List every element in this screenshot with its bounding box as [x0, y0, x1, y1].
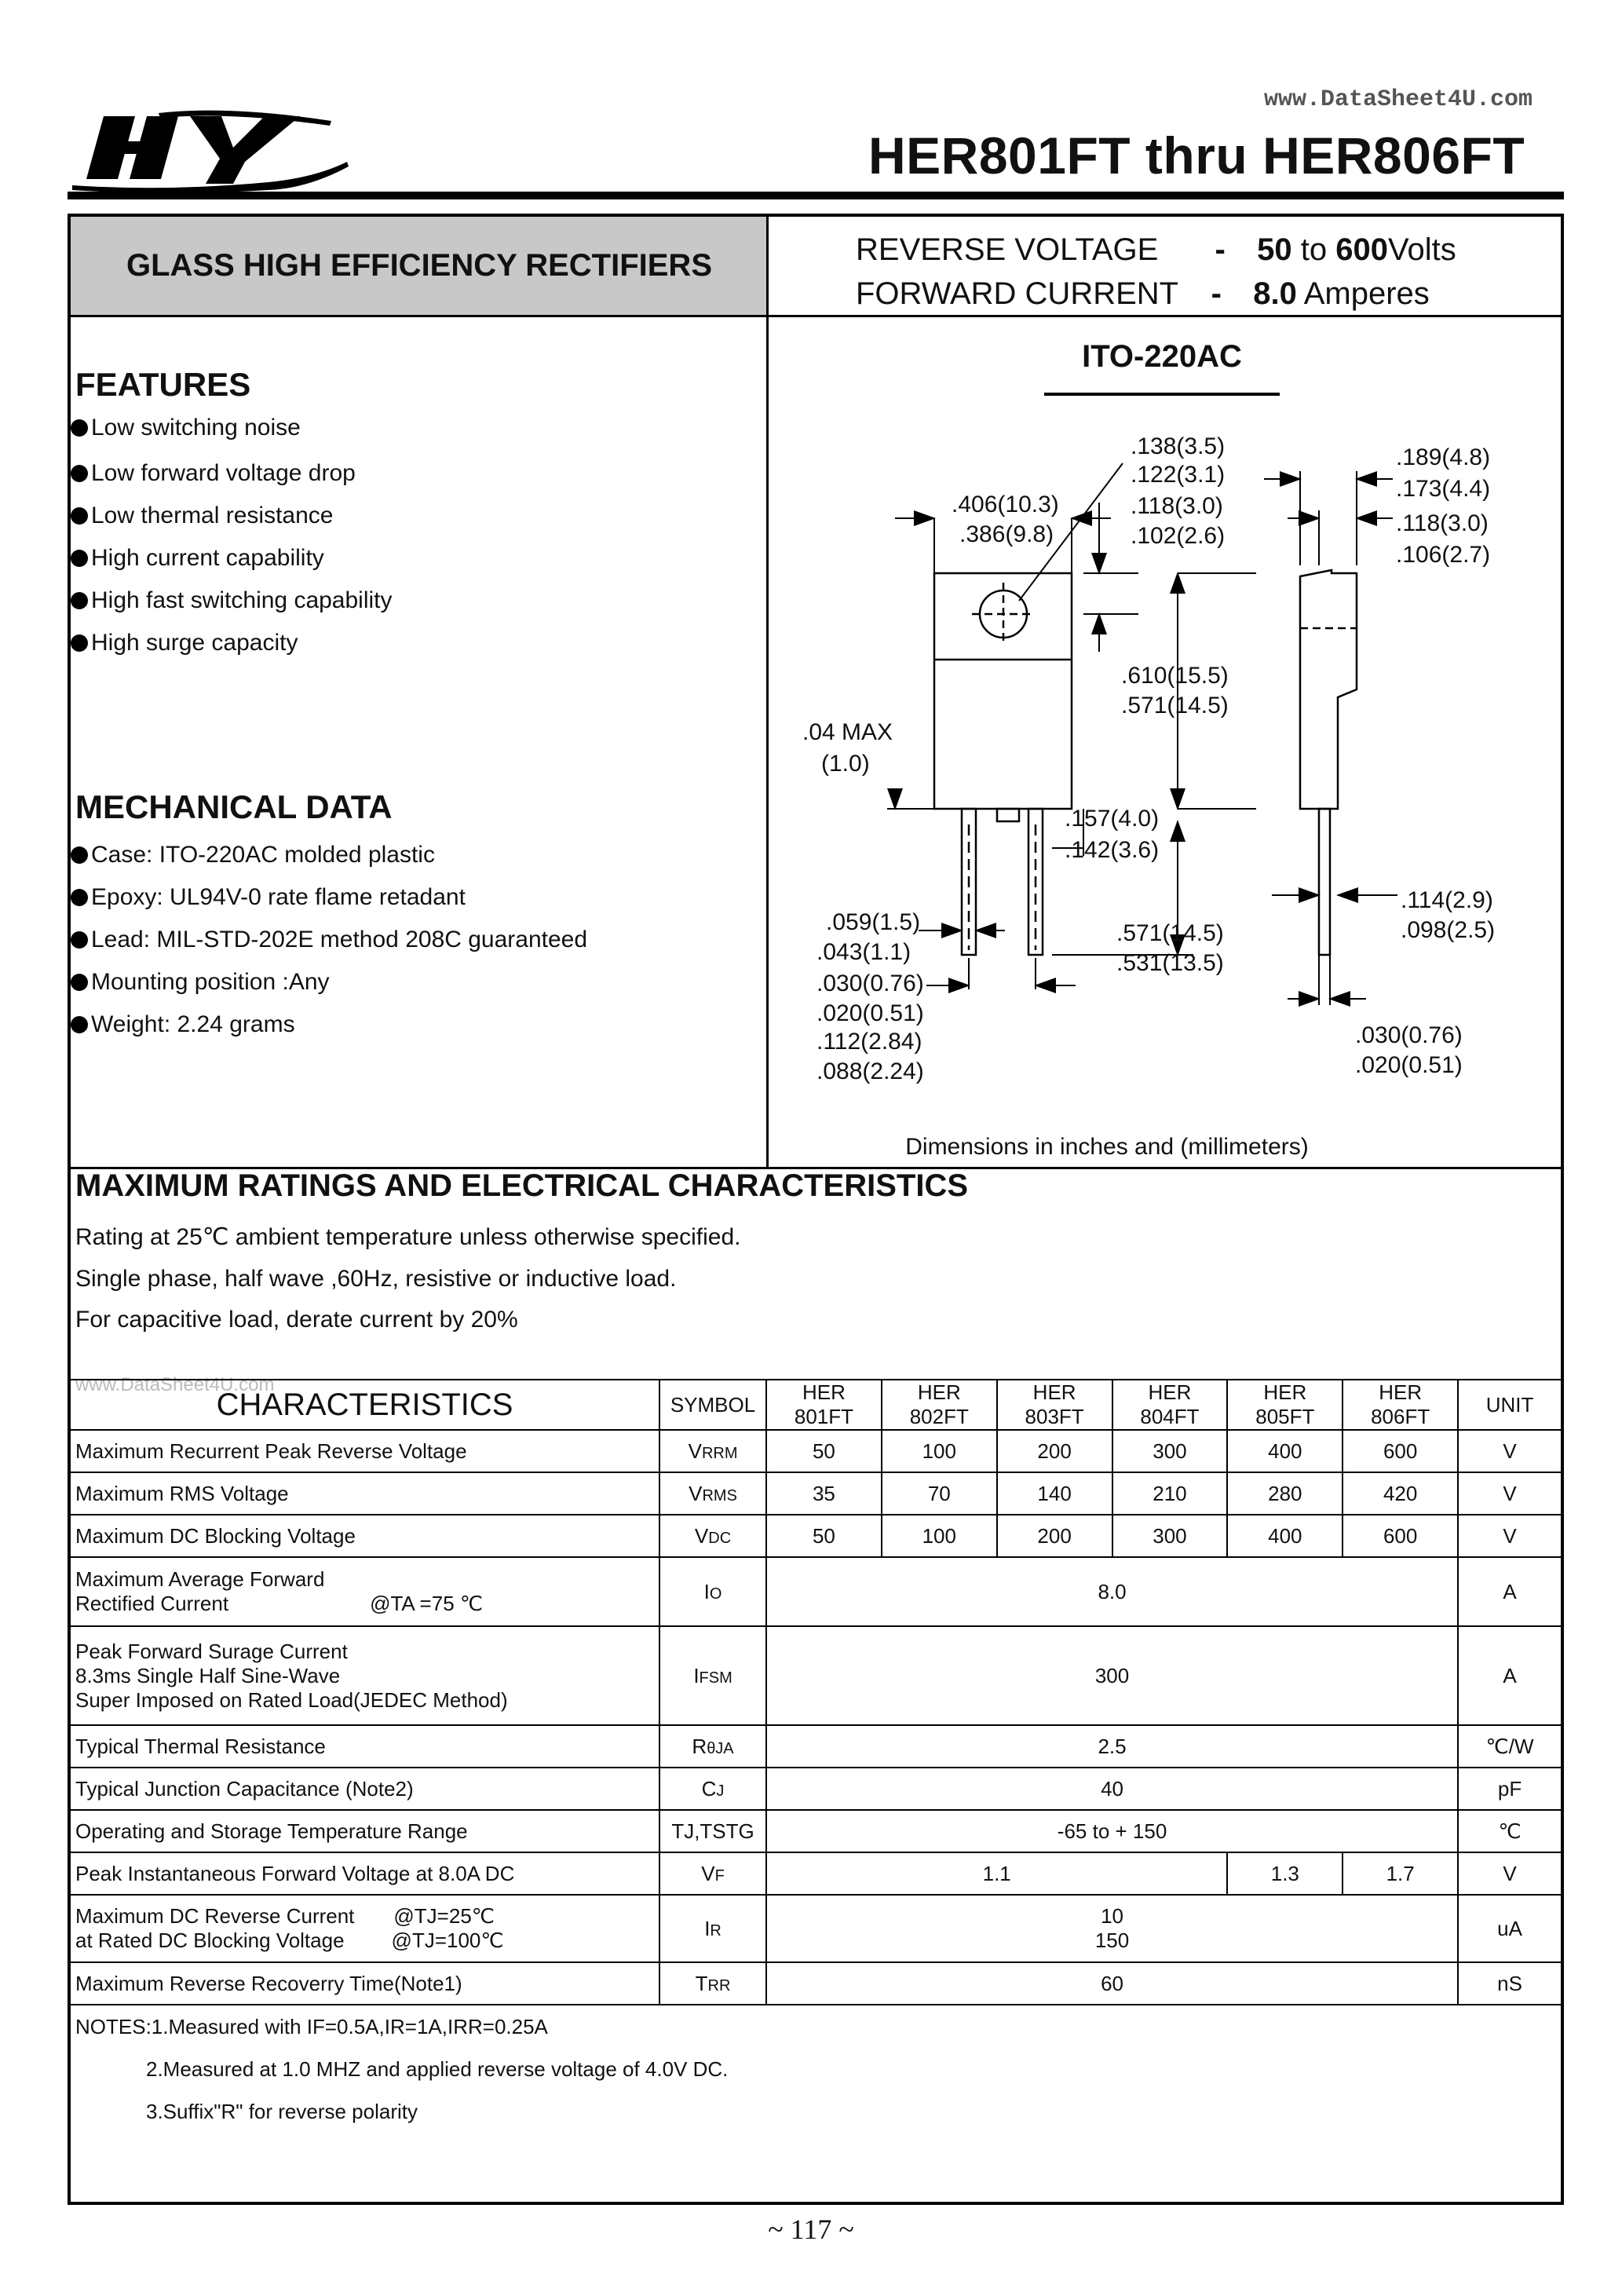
features-heading: FEATURES: [75, 366, 251, 403]
forward-current-value: 8.0: [1253, 276, 1297, 311]
row-unit: V: [1458, 1515, 1562, 1557]
part-header-bottom: 805FT: [1255, 1405, 1315, 1428]
dim-label: .610(15.5): [1121, 663, 1229, 689]
row-label: Maximum DC Blocking Voltage: [70, 1515, 659, 1557]
bullet-icon: [71, 931, 88, 949]
row-symbol: TJ,TSTG: [659, 1810, 766, 1852]
row-value: 200: [997, 1430, 1112, 1472]
reverse-voltage-dash: -: [1215, 232, 1226, 267]
package-name: ITO-220AC: [1082, 339, 1242, 374]
forward-current-line: [856, 276, 1430, 312]
forward-current-dash: -: [1211, 276, 1222, 311]
mechanical-item: [71, 842, 435, 868]
unit-header: UNIT: [1458, 1380, 1562, 1430]
page-number: ~ 117 ~: [768, 2214, 854, 2245]
dim-label: .571(14.5): [1121, 693, 1229, 718]
row-symbol: VDC: [659, 1515, 766, 1557]
row-symbol: IFSM: [659, 1626, 766, 1725]
row-value: 200: [997, 1515, 1112, 1557]
part-header: [882, 1380, 997, 1430]
row-label: Operating and Storage Temperature Range: [70, 1810, 659, 1852]
table-row: [70, 1725, 1562, 1768]
feature-item: [71, 415, 301, 441]
package-name-underline: [1044, 393, 1280, 396]
row-label-line: Maximum Average Forward: [75, 1567, 325, 1591]
table-row: [70, 1810, 1562, 1852]
row-value: 600: [1343, 1515, 1458, 1557]
row-value: 1.7: [1343, 1852, 1458, 1895]
reverse-voltage-unit: Volts: [1387, 232, 1456, 267]
row-label-line: Peak Forward Surage Current: [75, 1639, 348, 1663]
bullet-icon: [71, 550, 88, 567]
feature-text: High current capability: [91, 545, 324, 571]
dim-label: .020(0.51): [816, 1000, 924, 1026]
dim-label: .173(4.4): [1396, 476, 1491, 502]
bullet-icon: [71, 634, 88, 652]
table-row: [70, 1626, 1562, 1725]
mechanical-text: Epoxy: UL94V-0 rate flame retadant: [91, 884, 466, 910]
row-label: Maximum Recurrent Peak Reverse Voltage: [70, 1430, 659, 1472]
table-row: [70, 1515, 1562, 1557]
dim-label: .088(2.24): [816, 1058, 924, 1084]
table-row: [70, 1472, 1562, 1515]
row-symbol: CJ: [659, 1768, 766, 1810]
row-value: 1.1: [766, 1852, 1227, 1895]
dim-label: .098(2.5): [1401, 917, 1496, 943]
dim-label: .114(2.9): [1401, 887, 1493, 913]
bullet-icon: [71, 419, 88, 437]
ratings-heading: MAXIMUM RATINGS AND ELECTRICAL CHARACTERISTICS: [75, 1168, 969, 1203]
reverse-voltage-max: 600: [1335, 232, 1388, 267]
forward-current-unit: Amperes: [1303, 276, 1430, 311]
dim-label: .531(13.5): [1116, 950, 1224, 976]
rating-note: Single phase, half wave ,60Hz, resistive or inductive load.: [75, 1266, 677, 1292]
row-value: 60: [766, 1962, 1458, 2005]
row-unit: uA: [1458, 1895, 1562, 1962]
part-header-bottom: 802FT: [909, 1405, 969, 1428]
row-unit: pF: [1458, 1768, 1562, 1810]
row-value: 35: [766, 1472, 882, 1515]
part-header: [1112, 1380, 1228, 1430]
dimensions-caption: Dimensions in inches and (millimeters): [905, 1134, 1309, 1160]
header-rule: [68, 192, 1564, 199]
note-2: 2.Measured at 1.0 MHZ and applied reverse voltage of 4.0V DC.: [146, 2057, 729, 2081]
row-value: 600: [1343, 1430, 1458, 1472]
row-value: 1.3: [1227, 1852, 1343, 1895]
dim-label: .030(0.76): [1355, 1022, 1463, 1048]
row-unit: A: [1458, 1626, 1562, 1725]
part-header-bottom: 804FT: [1140, 1405, 1200, 1428]
dim-label: .118(3.0): [1396, 510, 1489, 536]
dim-label: .112(2.84): [816, 1029, 922, 1055]
dim-label: .043(1.1): [816, 939, 911, 965]
part-header: [1343, 1380, 1458, 1430]
row-unit: ℃/W: [1458, 1725, 1562, 1768]
table-row: [70, 1895, 1562, 1962]
row-label-line: 8.3ms Single Half Sine-Wave: [75, 1663, 341, 1687]
mechanical-item: [71, 969, 330, 996]
feature-text: Low switching noise: [91, 415, 301, 441]
row-label: [70, 1626, 659, 1725]
row-value: 40: [766, 1768, 1458, 1810]
top-panel-divider: [768, 315, 1561, 317]
row-symbol: IO: [659, 1557, 766, 1626]
dim-label: .138(3.5): [1131, 433, 1226, 459]
part-header: [1227, 1380, 1343, 1430]
feature-text: Low forward voltage drop: [91, 460, 356, 486]
mechanical-text: Case: ITO-220AC molded plastic: [91, 842, 435, 868]
dim-label: .04 MAX: [802, 719, 893, 745]
row-value: 50: [766, 1515, 882, 1557]
row-unit: V: [1458, 1472, 1562, 1515]
row-label-line: Rectified Current @TA =75 ℃: [75, 1592, 484, 1615]
bullet-icon: [71, 507, 88, 525]
row-value-line: 150: [1094, 1929, 1130, 1952]
row-unit: ℃: [1458, 1810, 1562, 1852]
reverse-voltage-label: REVERSE VOLTAGE: [856, 232, 1159, 267]
row-value: 300: [766, 1626, 1458, 1725]
dim-label: .386(9.8): [959, 521, 1054, 547]
part-header-bottom: 803FT: [1025, 1405, 1084, 1428]
mechanical-text: Lead: MIL-STD-202E method 208C guaranteed: [91, 927, 588, 952]
row-label: Peak Instantaneous Forward Voltage at 8.0A DC: [70, 1852, 659, 1895]
row-value: 420: [1343, 1472, 1458, 1515]
row-symbol: RθJA: [659, 1725, 766, 1768]
row-value: [766, 1895, 1458, 1962]
reverse-voltage-to: to: [1300, 232, 1328, 267]
row-label: [70, 1895, 659, 1962]
forward-current-label: FORWARD CURRENT: [856, 276, 1178, 311]
row-value-line: 10: [1101, 1904, 1123, 1928]
row-label: Typical Junction Capacitance (Note2): [70, 1768, 659, 1810]
row-value: 70: [882, 1472, 997, 1515]
characteristics-table: [69, 1379, 1562, 2005]
feature-text: High surge capacity: [91, 630, 298, 656]
row-value: 2.5: [766, 1725, 1458, 1768]
reverse-voltage-min: 50: [1257, 232, 1292, 267]
rating-note: Rating at 25℃ ambient temperature unless otherwise specified.: [75, 1224, 741, 1250]
dim-label: .020(0.51): [1355, 1052, 1463, 1078]
dim-label: .189(4.8): [1396, 444, 1491, 470]
row-value: 400: [1227, 1515, 1343, 1557]
note-3: 3.Suffix"R" for reverse polarity: [146, 2100, 418, 2123]
row-value: 280: [1227, 1472, 1343, 1515]
table-row: [70, 1430, 1562, 1472]
dim-label: .030(0.76): [816, 971, 924, 996]
product-type: GLASS HIGH EFFICIENCY RECTIFIERS: [126, 248, 712, 283]
bullet-icon: [71, 1016, 88, 1033]
row-value: 100: [882, 1430, 997, 1472]
mechanical-heading: MECHANICAL DATA: [75, 788, 393, 825]
part-header-top: HER: [1032, 1380, 1076, 1404]
row-value: 300: [1112, 1430, 1228, 1472]
dim-label: .571(14.5): [1116, 920, 1224, 946]
page-title: HER801FT thru HER806FT: [868, 126, 1525, 185]
row-label: Maximum Reverse Recoverry Time(Note1): [70, 1962, 659, 2005]
dim-label: .102(2.6): [1131, 523, 1226, 549]
row-label-line: at Rated DC Blocking Voltage @TJ=100℃: [75, 1929, 504, 1952]
dim-label: .118(3.0): [1131, 493, 1223, 519]
row-value: 140: [997, 1472, 1112, 1515]
part-header-bottom: 801FT: [794, 1405, 854, 1428]
bullet-icon: [71, 465, 88, 482]
table-row: [70, 1557, 1562, 1626]
mechanical-item: [71, 884, 466, 911]
note-1: NOTES:1.Measured with IF=0.5A,IR=1A,IRR=0.25A: [75, 2015, 548, 2038]
part-header: [997, 1380, 1112, 1430]
row-value: 210: [1112, 1472, 1228, 1515]
bullet-icon: [71, 592, 88, 609]
row-symbol: VRMS: [659, 1472, 766, 1515]
feature-item: [71, 545, 324, 572]
bullet-icon: [71, 974, 88, 991]
mechanical-text: Mounting position :Any: [91, 969, 330, 995]
row-value: 100: [882, 1515, 997, 1557]
part-header-bottom: 806FT: [1371, 1405, 1430, 1428]
row-value: 8.0: [766, 1557, 1458, 1626]
dim-label: .106(2.7): [1396, 542, 1491, 568]
watermark-url: www.DataSheet4U.com: [1264, 86, 1533, 113]
row-unit: V: [1458, 1430, 1562, 1472]
rating-note: For capacitive load, derate current by 20%: [75, 1307, 518, 1333]
bullet-icon: [71, 889, 88, 906]
dim-label: .406(10.3): [952, 492, 1059, 517]
faint-watermark: www.DataSheet4U.com: [75, 1374, 275, 1395]
part-header-top: HER: [1263, 1380, 1307, 1404]
dim-label: .157(4.0): [1065, 806, 1160, 832]
table-row: [70, 1962, 1562, 2005]
part-header-top: HER: [917, 1380, 961, 1404]
row-label-line: Super Imposed on Rated Load(JEDEC Method): [75, 1687, 508, 1712]
row-symbol: VRRM: [659, 1430, 766, 1472]
mechanical-item: [71, 927, 587, 953]
row-value: 400: [1227, 1430, 1343, 1472]
feature-item: [71, 503, 333, 529]
bullet-icon: [71, 846, 88, 864]
row-value: -65 to + 150: [766, 1810, 1458, 1852]
mechanical-item: [71, 1011, 295, 1038]
row-symbol: IR: [659, 1895, 766, 1962]
dim-label: .142(3.6): [1065, 837, 1160, 863]
hy-logo: [72, 107, 355, 193]
row-label: Maximum RMS Voltage: [70, 1472, 659, 1515]
feature-item: [71, 460, 356, 487]
product-type-cell: [71, 217, 768, 317]
dim-label: (1.0): [821, 751, 870, 777]
symbol-header: SYMBOL: [659, 1380, 766, 1430]
row-symbol: VF: [659, 1852, 766, 1895]
feature-item: [71, 630, 298, 656]
dim-label: .059(1.5): [826, 909, 921, 935]
mechanical-text: Weight: 2.24 grams: [91, 1011, 295, 1037]
part-header-top: HER: [1379, 1380, 1423, 1404]
table-row: [70, 1852, 1562, 1895]
dim-label: .122(3.1): [1131, 462, 1226, 488]
row-value: 300: [1112, 1515, 1228, 1557]
row-value: 50: [766, 1430, 882, 1472]
part-header-top: HER: [802, 1380, 846, 1404]
row-unit: nS: [1458, 1962, 1562, 2005]
row-label: Typical Thermal Resistance: [70, 1725, 659, 1768]
feature-text: Low thermal resistance: [91, 503, 334, 528]
characteristics-header: CHARACTERISTICS: [70, 1380, 659, 1430]
feature-item: [71, 587, 393, 614]
row-label: [70, 1557, 659, 1626]
part-header-top: HER: [1148, 1380, 1192, 1404]
reverse-voltage-line: [856, 232, 1456, 268]
vertical-divider: [766, 217, 769, 1168]
part-header: [766, 1380, 882, 1430]
row-label-line: Maximum DC Reverse Current @TJ=25℃: [75, 1904, 495, 1928]
table-header-row: [70, 1380, 1562, 1430]
feature-text: High fast switching capability: [91, 587, 393, 613]
row-unit: V: [1458, 1852, 1562, 1895]
row-symbol: TRR: [659, 1962, 766, 2005]
table-row: [70, 1768, 1562, 1810]
row-unit: A: [1458, 1557, 1562, 1626]
